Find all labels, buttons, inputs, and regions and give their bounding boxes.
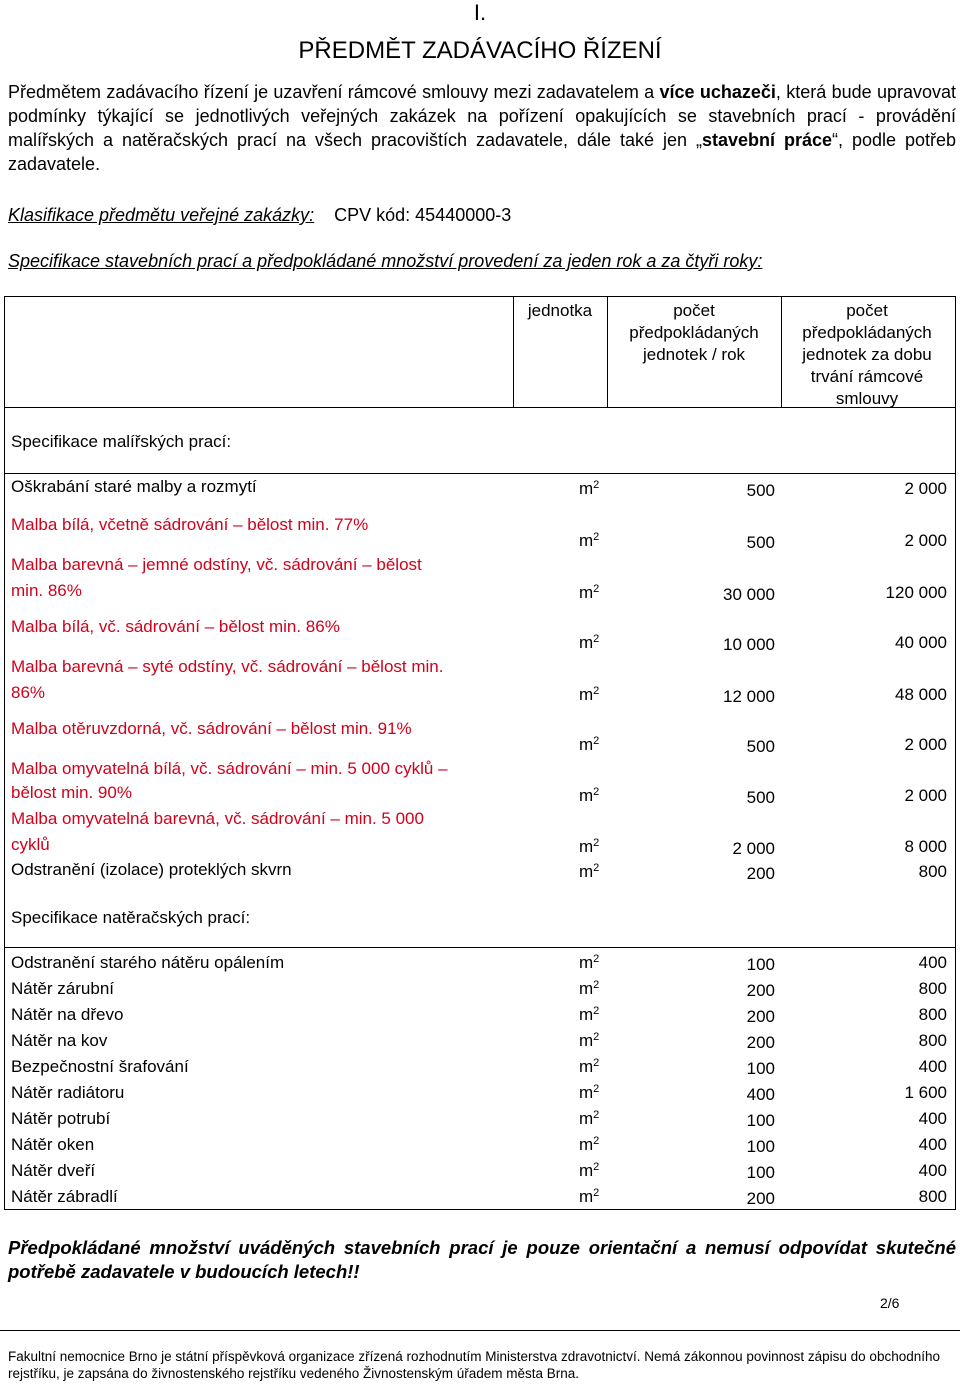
total-value: 400: [918, 953, 947, 972]
per-year-value: 200: [746, 1189, 775, 1208]
header-per-year: počet předpokládaných jednotek / rok: [629, 301, 759, 364]
unit-base: m: [579, 1057, 594, 1076]
unit-base: m: [579, 1161, 594, 1180]
total-value: 400: [918, 1109, 947, 1128]
per-year-value: 200: [746, 864, 775, 883]
unit-exponent: 2: [593, 735, 600, 747]
per-year-value: 100: [746, 1111, 775, 1130]
per-year-value: 12 000: [723, 687, 775, 706]
cpv-code: CPV kód: 45440000-3: [334, 205, 512, 225]
intro-paragraph: Předmětem zadávacího řízení je uzavření rámcové smlouvy mezi zadavatelem a více uchazeči, která bude upravovat podmínky týkající se jednotlivých veřejných zakázek na pořízení opakujících se stavebních prací - provádění malířských a natěračských prací na všech pracovištích zadavatele, dále také jen „stavební práce“, podle potřeb zadavatele.: [8, 82, 957, 174]
unit-exponent: 2: [593, 583, 600, 595]
coating-item-name: Odstranění starého nátěru opálením: [11, 953, 285, 972]
coating-subheading: Specifikace natěračských prací:: [11, 908, 251, 927]
unit-cell: [579, 1185, 599, 1209]
work-item-name-cont: 86%: [11, 683, 46, 702]
coating-item-name: Nátěr radiátoru: [11, 1083, 125, 1102]
unit-exponent: 2: [593, 1135, 600, 1147]
table-divider: [5, 947, 955, 948]
unit-exponent: 2: [593, 953, 600, 965]
per-year-value: 500: [746, 481, 775, 500]
unit-exponent: 2: [593, 979, 600, 991]
work-item-name-cont: min. 86%: [11, 581, 82, 600]
total-value: 800: [918, 862, 947, 881]
coating-item-name: Nátěr potrubí: [11, 1109, 111, 1128]
total-value: 800: [918, 979, 947, 998]
unit-exponent: 2: [593, 1005, 600, 1017]
unit-base: m: [579, 837, 594, 856]
footer: Fakultní nemocnice Brno je státní příspěvková organizace zřízená rozhodnutím Ministerstva zdravotnictví. Nemá zákonnou povinnost zápisu do obchodního rejstříku, je zapsána do živnostenského rejstříku vedeného Živnostenským úřadem města Brna.: [8, 1349, 941, 1381]
unit-base: m: [579, 1083, 594, 1102]
per-year-value: 2 000: [732, 839, 775, 858]
unit-cell: [579, 977, 599, 1001]
unit-exponent: 2: [593, 1161, 600, 1173]
unit-base: m: [579, 1187, 594, 1206]
per-year-value: 500: [746, 788, 775, 807]
coating-item-name: Nátěr zábradlí: [11, 1187, 118, 1206]
header-unit: jednotka: [527, 301, 593, 320]
unit-base: m: [579, 735, 594, 754]
unit-exponent: 2: [593, 479, 600, 491]
unit-base: m: [579, 862, 594, 881]
work-item-name-cont: cyklů: [11, 835, 50, 854]
header-total: počet předpokládaných jednotek za dobu trvání rámcové smlouvy: [802, 301, 932, 408]
unit-cell: [579, 1003, 599, 1027]
per-year-value: 200: [746, 981, 775, 1000]
work-item-name: Malba barevná – syté odstíny, vč. sádrování – bělost min.: [11, 657, 444, 676]
unit-exponent: 2: [593, 1187, 600, 1199]
unit-base: m: [579, 583, 594, 602]
unit-cell: [579, 835, 599, 859]
unit-base: m: [579, 1031, 594, 1050]
total-value: 400: [918, 1161, 947, 1180]
total-value: 120 000: [885, 583, 947, 602]
per-year-value: 10 000: [723, 635, 775, 654]
page-number: 2/6: [880, 1295, 900, 1311]
unit-base: m: [579, 531, 594, 550]
unit-base: m: [579, 1005, 594, 1024]
per-year-value: 200: [746, 1033, 775, 1052]
classification-label: Klasifikace předmětu veřejné zakázky:: [8, 205, 315, 225]
unit-cell: [579, 1029, 599, 1053]
total-value: 400: [918, 1135, 947, 1154]
coating-item-name: Bezpečnostní šrafování: [11, 1057, 189, 1076]
per-year-value: 200: [746, 1007, 775, 1026]
work-item-name: Malba barevná – jemné odstíny, vč. sádrování – bělost: [11, 555, 422, 574]
table-divider: [5, 473, 955, 474]
page-title: PŘEDMĚT ZADÁVACÍHO ŘÍZENÍ: [298, 37, 662, 64]
per-year-value: 100: [746, 1059, 775, 1078]
unit-exponent: 2: [593, 1083, 600, 1095]
total-value: 2 000: [904, 735, 947, 754]
unit-cell: [579, 631, 599, 655]
unit-base: m: [579, 1135, 594, 1154]
unit-cell: [579, 683, 599, 707]
work-item-name: Malba otěruvzdorná, vč. sádrování – bělost min. 91%: [11, 719, 412, 738]
unit-base: m: [579, 786, 594, 805]
table-divider: [607, 297, 608, 407]
note: Předpokládané množství uváděných stavebních prací je pouze orientační a nemusí odpovídat skutečné potřebě zadavatele v budoucích letech!!: [8, 1237, 956, 1282]
total-value: 2 000: [904, 479, 947, 498]
unit-cell: [579, 1107, 599, 1131]
works-table: [4, 296, 956, 1210]
total-value: 1 600: [904, 1083, 947, 1102]
total-value: 2 000: [904, 531, 947, 550]
work-item-name: Malba omyvatelná bílá, vč. sádrování – min. 5 000 cyklů –: [11, 759, 448, 778]
unit-exponent: 2: [593, 1109, 600, 1121]
unit-cell: [579, 529, 599, 553]
coating-item-name: Nátěr na kov: [11, 1031, 108, 1050]
work-item-name: Malba bílá, vč. sádrování – bělost min. 86%: [11, 617, 340, 636]
unit-base: m: [579, 633, 594, 652]
unit-cell: [579, 860, 599, 884]
unit-cell: [579, 1159, 599, 1183]
unit-cell: [579, 733, 599, 757]
total-value: 40 000: [895, 633, 947, 652]
unit-exponent: 2: [593, 837, 600, 849]
total-value: 800: [918, 1031, 947, 1050]
unit-cell: [579, 581, 599, 605]
table-divider: [781, 297, 782, 407]
unit-base: m: [579, 1109, 594, 1128]
coating-item-name: Nátěr dveří: [11, 1161, 96, 1180]
work-item-name: Odstranění (izolace) proteklých skvrn: [11, 860, 292, 879]
total-value: 8 000: [904, 837, 947, 856]
total-value: 48 000: [895, 685, 947, 704]
unit-exponent: 2: [593, 685, 600, 697]
work-item-name: Malba bílá, včetně sádrování – bělost min. 77%: [11, 515, 369, 534]
coating-item-name: Nátěr na dřevo: [11, 1005, 124, 1024]
unit-exponent: 2: [593, 786, 600, 798]
per-year-value: 100: [746, 1137, 775, 1156]
per-year-value: 100: [746, 955, 775, 974]
unit-cell: [579, 1081, 599, 1105]
painting-subheading: Specifikace malířských prací:: [11, 432, 232, 451]
unit-exponent: 2: [593, 531, 600, 543]
unit-exponent: 2: [593, 633, 600, 645]
per-year-value: 100: [746, 1163, 775, 1182]
unit-cell: [579, 1133, 599, 1157]
coating-item-name: Nátěr zárubní: [11, 979, 114, 998]
unit-exponent: 2: [593, 1057, 600, 1069]
unit-cell: [579, 477, 599, 501]
total-value: 2 000: [904, 786, 947, 805]
unit-cell: [579, 784, 599, 808]
unit-cell: [579, 1055, 599, 1079]
unit-base: m: [579, 479, 594, 498]
unit-base: m: [579, 979, 594, 998]
section-number: I.: [473, 0, 487, 25]
unit-cell: [579, 951, 599, 975]
per-year-value: 500: [746, 533, 775, 552]
specification-heading: Specifikace stavebních prací a předpokládané množství provedení za jeden rok a za čtyři roky:: [8, 251, 763, 271]
work-item-name: Malba omyvatelná barevná, vč. sádrování – min. 5 000: [11, 809, 424, 828]
classification: [8, 204, 511, 226]
per-year-value: 500: [746, 737, 775, 756]
per-year-value: 30 000: [723, 585, 775, 604]
unit-exponent: 2: [593, 862, 600, 874]
total-value: 400: [918, 1057, 947, 1076]
per-year-value: 400: [746, 1085, 775, 1104]
total-value: 800: [918, 1187, 947, 1206]
work-item-name: Oškrabání staré malby a rozmytí: [11, 477, 257, 496]
total-value: 800: [918, 1005, 947, 1024]
coating-item-name: Nátěr oken: [11, 1135, 95, 1154]
unit-exponent: 2: [593, 1031, 600, 1043]
unit-base: m: [579, 953, 594, 972]
footer-divider: [0, 1330, 960, 1331]
work-item-name-cont: bělost min. 90%: [11, 783, 132, 802]
unit-base: m: [579, 685, 594, 704]
